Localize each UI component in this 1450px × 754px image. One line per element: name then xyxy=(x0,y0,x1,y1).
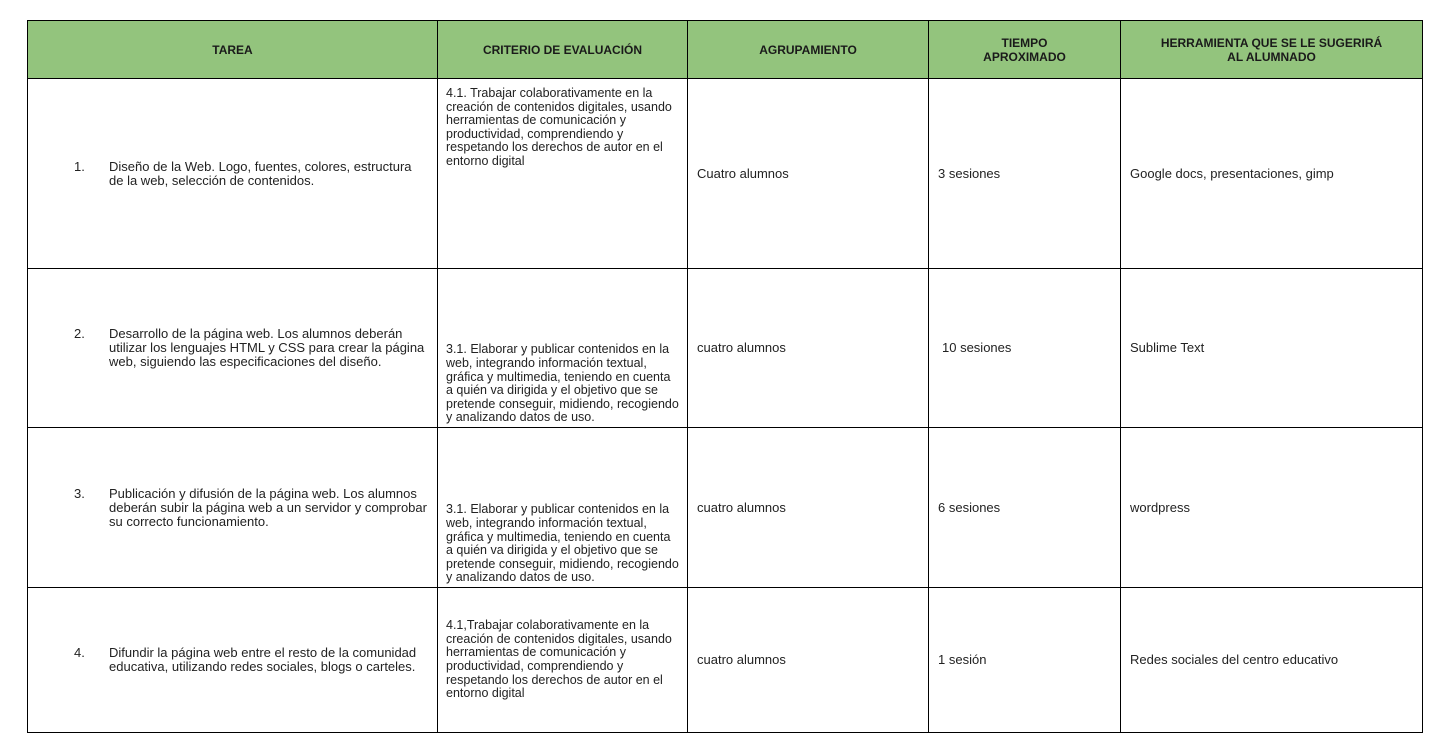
table-row xyxy=(28,428,1423,588)
task-number: 2. xyxy=(74,326,85,341)
tarea-cell xyxy=(28,79,438,269)
herramienta-cell: Sublime Text xyxy=(1121,269,1423,428)
tiempo-cell: 6 sesiones xyxy=(929,428,1121,588)
criterio-cell: 4.1,Trabajar colaborativamente en la creación de contenidos digitales, usando herramientas de comunicación y productividad, comprendiendo y respetando los derechos de autor en el entorno digital xyxy=(438,588,688,733)
task-number: 4. xyxy=(74,645,85,660)
task-planning-table xyxy=(27,20,1423,733)
tarea-cell xyxy=(28,428,438,588)
agrupamiento-cell: cuatro alumnos xyxy=(688,588,929,733)
table-header-row xyxy=(28,21,1423,79)
criterio-cell: 3.1. Elaborar y publicar contenidos en la web, integrando información textual, gráfica y multimedia, teniendo en cuenta a quién va dirigida y el objetivo que se pretende conseguir, midiendo, recogiendo y analizando datos de uso. xyxy=(438,269,688,428)
agrupamiento-cell: cuatro alumnos xyxy=(688,269,929,428)
table-row xyxy=(28,588,1423,733)
header-herramienta xyxy=(1121,21,1423,79)
header-tiempo-line1: TIEMPO xyxy=(1001,35,1048,50)
tiempo-cell: 3 sesiones xyxy=(929,79,1121,269)
header-herramienta-line2: AL ALUMNADO xyxy=(1227,49,1316,64)
herramienta-cell: wordpress xyxy=(1121,428,1423,588)
tiempo-cell: 1 sesión xyxy=(929,588,1121,733)
task-number: 1. xyxy=(74,158,85,174)
tarea-cell xyxy=(28,588,438,733)
header-herramienta-line1: HERRAMIENTA QUE SE LE SUGERIRÁ xyxy=(1160,35,1383,50)
header-tiempo-line2: APROXIMADO xyxy=(983,49,1066,64)
task-description: Difundir la página web entre el resto de la comunidad educativa, utilizando redes sociales, blogs o carteles. xyxy=(109,645,417,674)
tiempo-cell: 10 sesiones xyxy=(929,269,1121,428)
header-agrupamiento: AGRUPAMIENTO xyxy=(688,21,929,79)
task-description: Desarrollo de la página web. Los alumnos deberán utilizar los lenguajes HTML y CSS para crear la página web, siguiendo las especificaciones del diseño. xyxy=(109,326,425,369)
task-description: Publicación y difusión de la página web. Los alumnos deberán subir la página web a un servidor y comprobar su correcto funcionamiento. xyxy=(109,485,427,529)
agrupamiento-cell: Cuatro alumnos xyxy=(688,79,929,269)
header-criterio: CRITERIO DE EVALUACIÓN xyxy=(438,21,688,79)
table-row xyxy=(28,79,1423,269)
herramienta-cell: Google docs, presentaciones, gimp xyxy=(1121,79,1423,269)
agrupamiento-cell: cuatro alumnos xyxy=(688,428,929,588)
task-description: Diseño de la Web. Logo, fuentes, colores, estructura de la web, selección de contenidos. xyxy=(109,158,412,188)
header-tiempo xyxy=(929,21,1121,79)
criterio-cell: 4.1. Trabajar colaborativamente en la creación de contenidos digitales, usando herramientas de comunicación y productividad, comprendiendo y respetando los derechos de autor en el entorno digital xyxy=(438,79,688,269)
tarea-cell xyxy=(28,269,438,428)
herramienta-cell: Redes sociales del centro educativo xyxy=(1121,588,1423,733)
task-number: 3. xyxy=(74,485,85,501)
table-row xyxy=(28,269,1423,428)
criterio-cell: 3.1. Elaborar y publicar contenidos en la web, integrando información textual, gráfica y multimedia, teniendo en cuenta a quién va dirigida y el objetivo que se pretende conseguir, midiendo, recogiendo y analizando datos de uso. xyxy=(438,428,688,588)
header-tarea: TAREA xyxy=(28,21,438,79)
